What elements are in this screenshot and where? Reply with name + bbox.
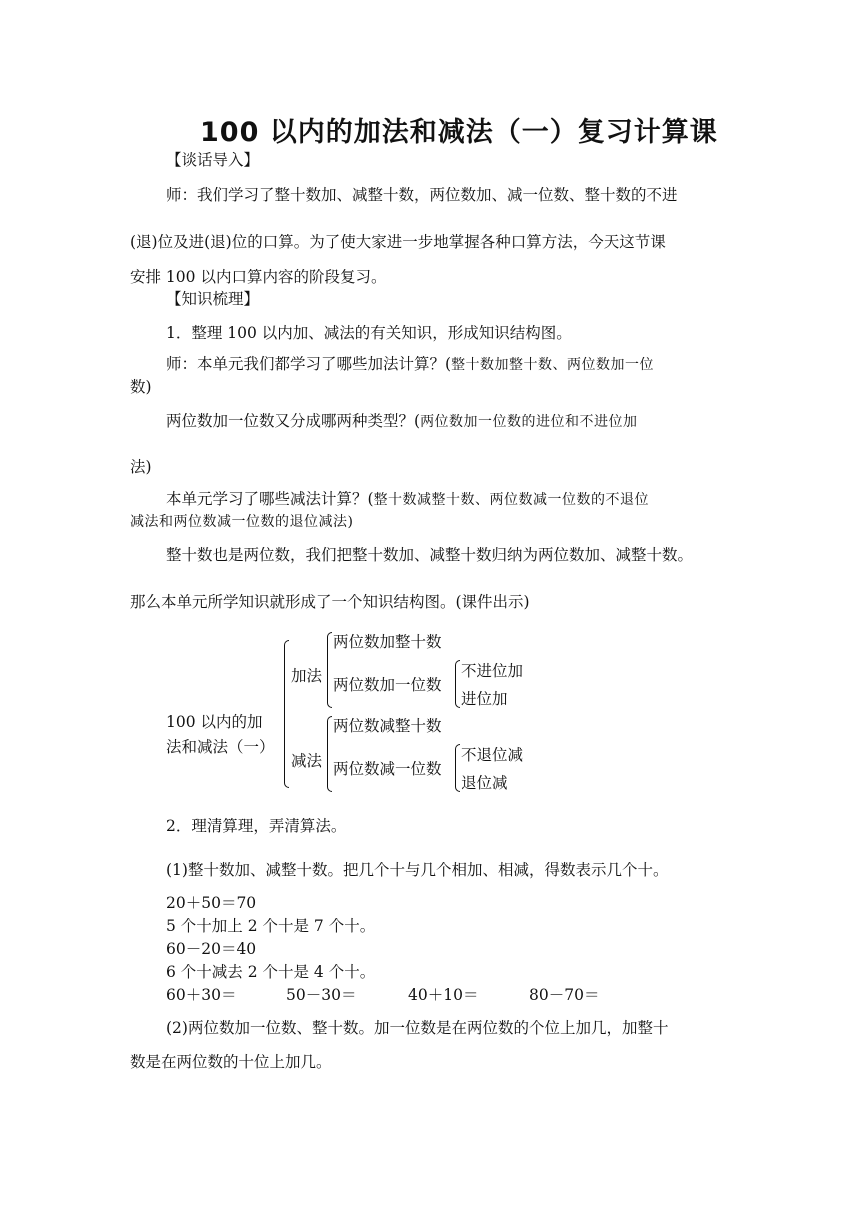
answer-text: 整十数减整十数、两位数减一位数的不退位 [373,492,650,508]
subtraction-branch-label: 减法 [291,752,323,770]
carry-brace [455,660,460,708]
main-brace [284,640,289,788]
answer-text: 整十数加整十数、两位数加一位 [451,357,655,373]
method-paragraph-2-cont: 数是在两位数的十位上加几。 [130,1053,332,1071]
example-line: 60－20＝40 [166,940,257,958]
addition-branch-label: 加法 [291,667,323,685]
carry-type: 不进位加 [461,662,524,680]
borrow-type: 不退位减 [461,746,524,764]
knowledge-item-1: 1．整理 100 以内加、减法的有关知识，形成知识结构图。 [166,324,572,342]
question-text: 本单元学习了哪些减法计算？( [166,490,374,508]
answer-continuation: 减法和两位数减一位数的退位减法) [130,514,354,530]
intro-line: 师：我们学习了整十数加、减整十数，两位数加、减一位数、整十数的不进 [166,186,678,204]
method-paragraph-2: (2)两位数加一位数、整十数。加一位数是在两位数的个位上加几，加整十 [166,1019,669,1037]
section-heading-knowledge: 【知识梳理】 [166,290,260,308]
page-title: 100 以内的加法和减法（一）复习计算课 [200,117,718,148]
exercise-item: 50－30＝ [286,986,357,1004]
exercise-item: 40＋10＝ [408,986,479,1004]
subtraction-item: 两位数减整十数 [333,717,442,735]
answer-text: 两位数加一位数的进位和不进位加 [420,414,638,430]
borrow-brace [455,744,460,792]
example-line: 5 个十加上 2 个十是 7 个十。 [166,917,376,935]
method-paragraph-1: (1)整十数加、减整十数。把几个十与几个相加、相减，得数表示几个十。 [166,861,669,879]
diagram-root-label: 法和减法（一） [166,738,275,756]
borrow-type: 退位减 [461,774,508,792]
answer-continuation: 法) [130,458,152,476]
answer-continuation: 数) [130,378,152,396]
diagram-root-label: 100 以内的加 [166,713,263,731]
subtraction-item: 两位数减一位数 [333,760,442,778]
summary-line: 那么本单元所学知识就形成了一个知识结构图。(课件出示) [130,593,530,611]
subtraction-brace [327,716,332,792]
intro-line: 安排 100 以内口算内容的阶段复习。 [130,268,387,286]
question-subtraction [166,489,649,510]
question-text: 师：本单元我们都学习了哪些加法计算？( [166,355,452,373]
example-line: 6 个十减去 2 个十是 4 个十。 [166,963,376,981]
section-heading-intro: 【谈话导入】 [166,151,260,169]
carry-type: 进位加 [461,690,508,708]
addition-item: 两位数加整十数 [333,633,442,651]
summary-line: 整十数也是两位数，我们把整十数加、减整十数归纳为两位数加、减整十数。 [166,546,694,564]
addition-item: 两位数加一位数 [333,676,442,694]
question-text: 两位数加一位数又分成哪两种类型？( [166,412,421,430]
question-addition [166,354,654,375]
exercise-item: 80－70＝ [529,986,600,1004]
question-types [166,411,638,432]
knowledge-item-2: 2．理清算理，弄清算法。 [166,817,347,835]
addition-brace [327,632,332,708]
exercise-item: 60＋30＝ [166,986,237,1004]
intro-line: (退)位及进(退)位的口算。为了使大家进一步地掌握各种口算方法，今天这节课 [130,233,666,251]
example-line: 20＋50＝70 [166,894,257,912]
